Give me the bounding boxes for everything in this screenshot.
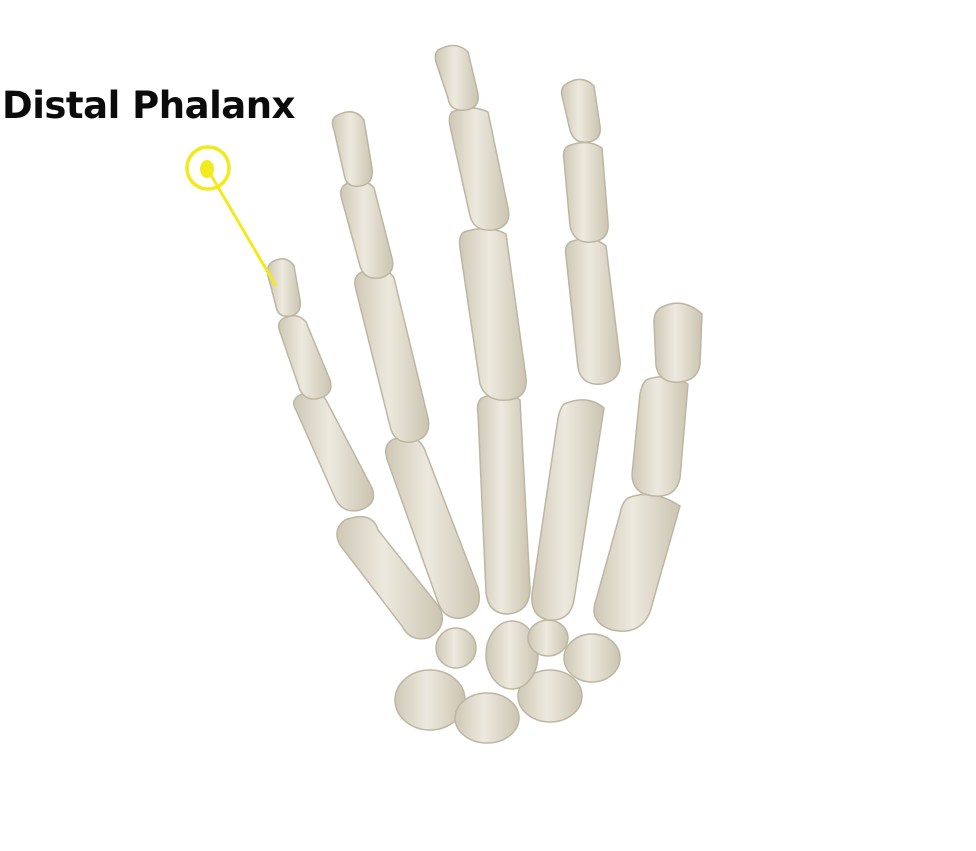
distal-phalanx-label: Distal Phalanx: [2, 84, 295, 127]
proximal-phalanx: [632, 377, 688, 496]
distal-phalanx: [435, 45, 478, 110]
middle-phalanx: [564, 142, 609, 242]
metacarpal: [532, 400, 604, 620]
middle-phalanx: [341, 181, 393, 278]
proximal-phalanx: [566, 239, 621, 384]
distal-phalanx: [654, 303, 702, 382]
distal-phalanx: [332, 112, 372, 186]
proximal-phalanx: [294, 392, 374, 510]
carpal-bone: [564, 634, 620, 682]
proximal-phalanx: [460, 228, 527, 400]
distal-phalanx: [268, 259, 301, 316]
carpal-bone: [455, 693, 519, 743]
metacarpal: [478, 393, 531, 614]
middle-phalanx: [279, 316, 331, 399]
label-pointer: [187, 147, 276, 286]
distal-phalanx: [562, 79, 601, 142]
finger-index: [532, 79, 620, 620]
proximal-phalanx: [355, 268, 429, 442]
carpal-bone: [436, 628, 476, 668]
metacarpal: [594, 494, 680, 631]
carpal-bone: [528, 620, 568, 656]
middle-phalanx: [449, 108, 508, 230]
pointer-dot: [200, 160, 214, 178]
